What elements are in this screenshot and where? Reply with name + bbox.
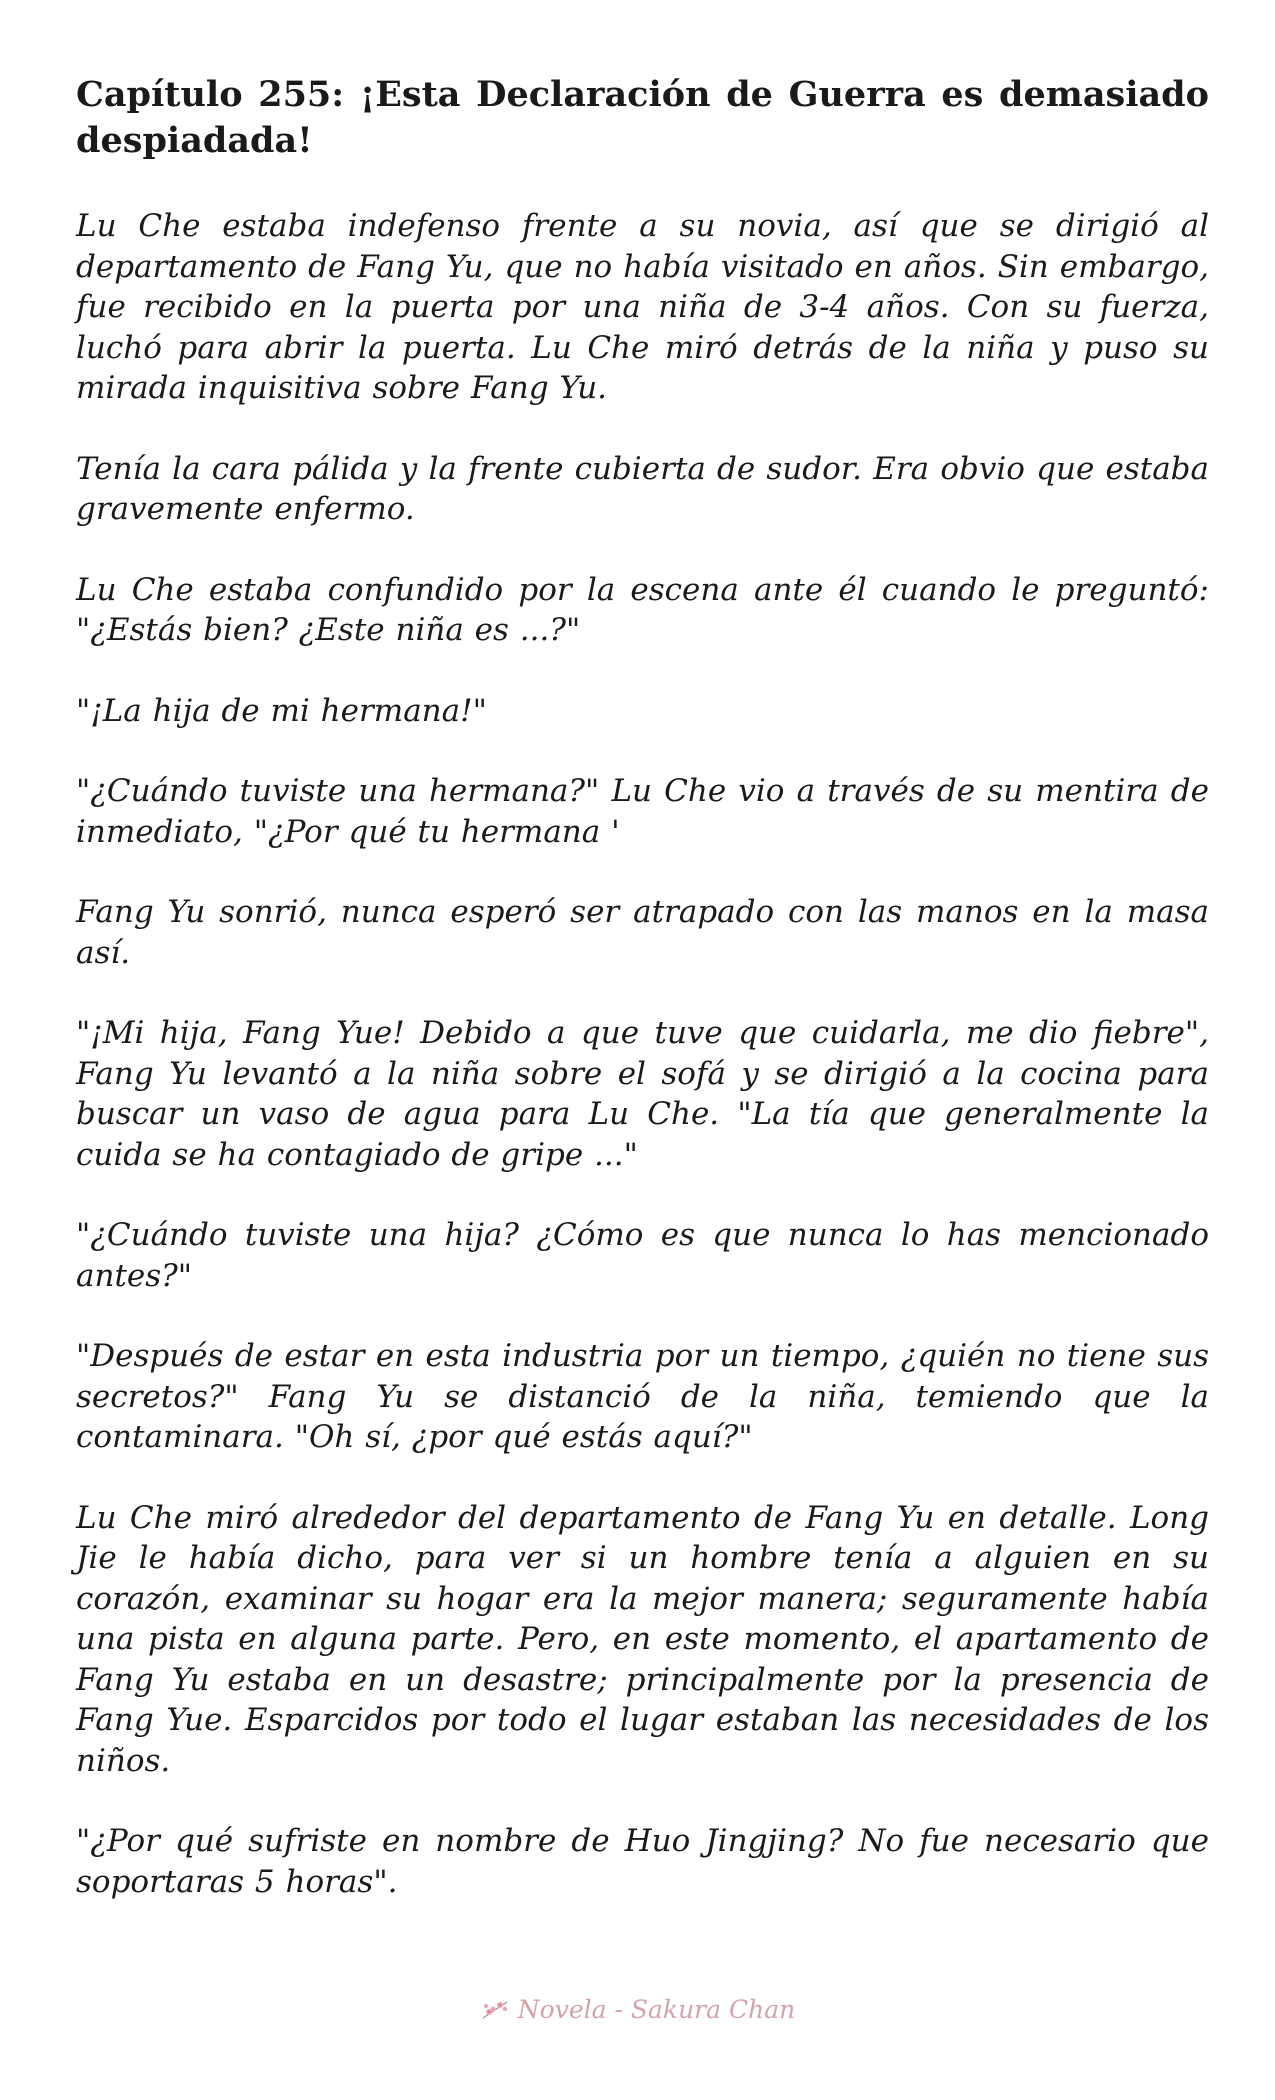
paragraph-4: "¡La hija de mi hermana!" — [76, 692, 487, 729]
paragraph-9: "Después de estar en esta industria por un tiempo, ¿quién no tiene sus secretos?" Fang Yu se distanció de la niña, temiendo que la contaminara. "Oh sí, ¿por qué estás aquí?" — [76, 1338, 1209, 1455]
paragraph-2: Tenía la cara pálida y la frente cubierta de sudor. Era obvio que estaba gravemente enfermo. — [76, 450, 1209, 527]
paragraph-1: Lu Che estaba indefenso frente a su novia, así que se dirigió al departamento de Fang Yu, que no había visitado en años. Sin embargo, fue recibido en la puerta por una niña de 3-4 años. Con su fuerza, luchó para abrir la puerta. Lu Che miró detrás de la niña y puso su mirada inquisitiva sobre Fang Yu. — [76, 208, 1209, 406]
sakura-blossom-icon — [480, 1998, 510, 2024]
paragraph-8: "¿Cuándo tuviste una hija? ¿Cómo es que nunca lo has mencionado antes?" — [76, 1217, 1209, 1294]
footer-text: Novela - Sakura Chan — [517, 1995, 796, 2024]
paragraph-6: Fang Yu sonrió, nunca esperó ser atrapado con las manos en la masa así. — [76, 894, 1209, 971]
paragraph-5: "¿Cuándo tuviste una hermana?" Lu Che vio a través de su mentira de inmediato, "¿Por qué tu hermana ' — [76, 773, 1209, 850]
paragraph-11: "¿Por qué sufriste en nombre de Huo Jingjing? No fue necesario que soportaras 5 horas". — [76, 1823, 1209, 1900]
paragraph-10: Lu Che miró alrededor del departamento de Fang Yu en detalle. Long Jie le había dicho, para ver si un hombre tenía a alguien en su corazón, examinar su hogar era la mejor manera; seguramente había una pista en alguna parte. Pero, en este momento, el apartamento de Fang Yu estaba en un desastre; principalmente por la presencia de Fang Yue. Esparcidos por todo el lugar estaban las necesidades de los niños. — [76, 1499, 1209, 1779]
chapter-title: Capítulo 255: ¡Esta Declaración de Guerra es demasiado despiadada! — [76, 74, 1209, 161]
footer-watermark — [0, 1995, 1275, 2024]
chapter-page — [76, 72, 1209, 1942]
paragraph-3: Lu Che estaba confundido por la escena ante él cuando le preguntó: "¿Estás bien? ¿Este niña es ...?" — [76, 571, 1209, 648]
paragraph-7: "¡Mi hija, Fang Yue! Debido a que tuve que cuidarla, me dio fiebre", Fang Yu levantó a la niña sobre el sofá y se dirigió a la cocina para buscar un vaso de agua para Lu Che. "La tía que generalmente la cuida se ha contagiado de gripe ..." — [76, 1015, 1209, 1173]
